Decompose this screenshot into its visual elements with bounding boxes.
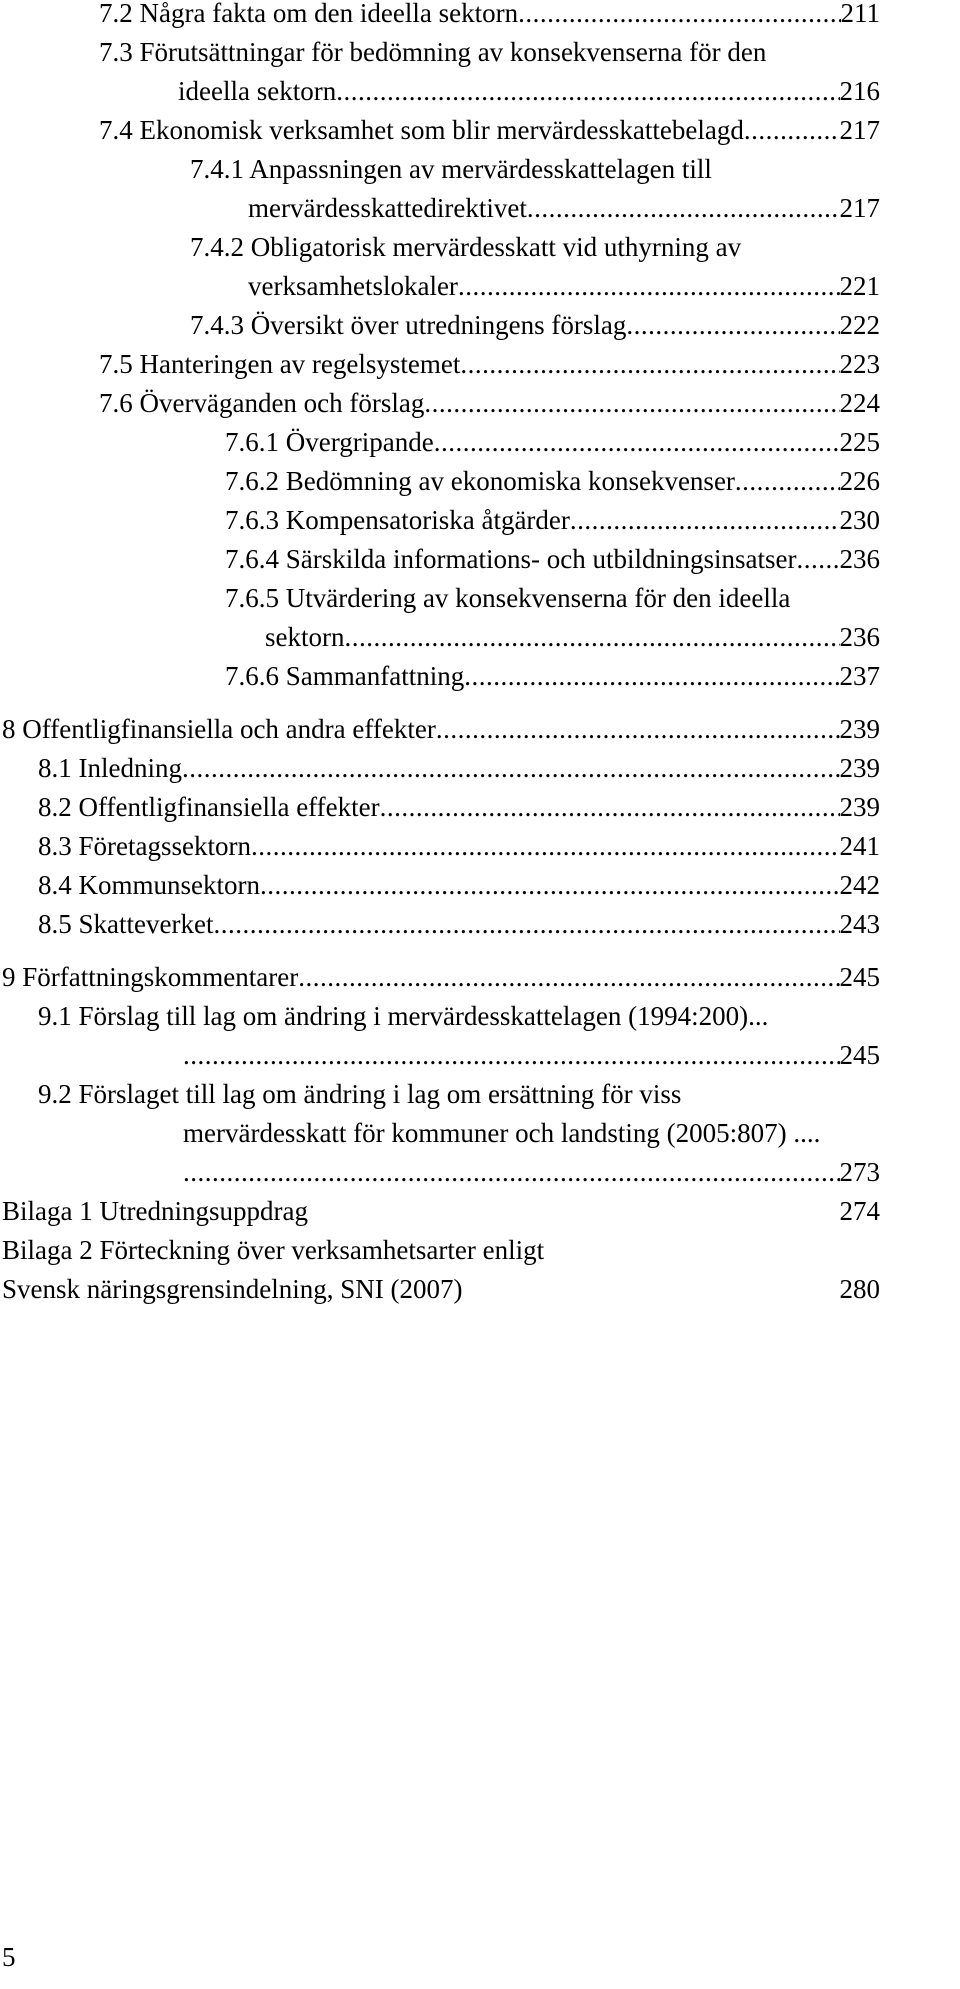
- toc-entry-label: 8.3 Företagssektorn: [38, 831, 251, 861]
- toc-entry: [0, 657, 960, 696]
- toc-leader-dots: [626, 306, 839, 345]
- toc-leader-dots: [183, 1153, 840, 1192]
- toc-entry: [0, 0, 960, 33]
- toc-leader-dots: [298, 958, 839, 997]
- toc-entry: [0, 1075, 960, 1192]
- toc-leader-dots: [796, 540, 839, 579]
- toc-entry: [0, 423, 960, 462]
- annex-entry: [0, 1231, 960, 1309]
- toc-entry-page: 211: [840, 0, 880, 28]
- toc-entry-line: [0, 618, 880, 657]
- toc-leader-dots: [464, 657, 839, 696]
- toc-entry-line: [0, 540, 880, 579]
- toc-leader-dots: [213, 905, 839, 944]
- toc-entry-page: 239: [839, 792, 880, 822]
- page-number: 5: [2, 1942, 16, 1972]
- toc-entry-label: 7.5 Hanteringen av regelsystemet: [99, 349, 461, 379]
- annex-entry-label: Bilaga 1 Utredningsuppdrag: [2, 1196, 308, 1226]
- toc-entry-label: 7.4.1 Anpassningen av mervärdesskattelagen till: [190, 154, 712, 184]
- toc-entry: [0, 228, 960, 306]
- toc-entry-label: 7.6.5 Utvärdering av konsekvenserna för den ideella: [225, 583, 791, 613]
- toc-entry-page: 245: [839, 962, 880, 992]
- toc-entry: [0, 905, 960, 944]
- toc-entry-page: 221: [839, 271, 880, 301]
- toc-entry-line: [0, 1114, 880, 1153]
- toc-leader-dots: [182, 749, 840, 788]
- annex-entry: [0, 1192, 960, 1231]
- toc-entry: [0, 997, 960, 1075]
- toc-entry-page: 236: [839, 622, 880, 652]
- toc-entry-page: 222: [839, 310, 880, 340]
- toc-entry-line: [0, 710, 880, 749]
- toc-entry-label: 7.4.2 Obligatorisk mervärdesskatt vid uthyrning av: [190, 232, 742, 262]
- toc-entry: [0, 749, 960, 788]
- toc-entry: [0, 579, 960, 657]
- toc-entry-line: [0, 384, 880, 423]
- toc-leader-dots: [380, 788, 840, 827]
- toc-entry: [0, 827, 960, 866]
- toc-entry-line: [0, 150, 880, 189]
- annex-entry-line: [0, 1270, 880, 1309]
- toc-entry-label: 7.3 Förutsättningar för bedömning av konsekvenserna för den: [99, 37, 767, 67]
- toc-entry-line: [0, 501, 880, 540]
- toc-entry-page: 230: [839, 505, 880, 535]
- toc-entry-line: [0, 267, 880, 306]
- toc-entry-line: [0, 905, 880, 944]
- toc-entry-page: 245: [839, 1040, 880, 1070]
- toc-entry-line: [0, 1036, 880, 1075]
- toc-entry-line: [0, 749, 880, 788]
- toc-entry-line: [0, 579, 880, 618]
- toc-entry-line: [0, 72, 880, 111]
- toc-leader-dots: [436, 710, 840, 749]
- toc-leader-dots: [570, 501, 840, 540]
- toc-entry-page: 241: [839, 831, 880, 861]
- toc-entry: [0, 150, 960, 228]
- toc-leader-dots: [518, 0, 840, 33]
- toc-leader-dots: [744, 111, 840, 150]
- toc-entry-label: mervärdesskattedirektivet: [248, 193, 527, 223]
- toc-entry-line: [0, 1075, 880, 1114]
- toc-entry-line: [0, 423, 880, 462]
- toc-entry-label: 7.6.2 Bedömning av ekonomiska konsekvenser: [225, 466, 735, 496]
- annex-entry-label: Bilaga 2 Förteckning över verksamhetsarter enligt: [2, 1235, 545, 1265]
- toc-entry-line: [0, 1153, 880, 1192]
- toc-entry-label: 9.2 Förslaget till lag om ändring i lag om ersättning för viss: [38, 1079, 682, 1109]
- toc-entry-label: mervärdesskatt för kommuner och landsting (2005:807) ....: [183, 1118, 821, 1148]
- toc-entry-label: 7.2 Några fakta om den ideella sektorn: [99, 0, 519, 28]
- toc-entry-page: 226: [839, 466, 880, 496]
- toc-entry: [0, 540, 960, 579]
- toc-entry-line: [0, 306, 880, 345]
- toc-entry-line: [0, 462, 880, 501]
- toc-entry-line: [0, 827, 880, 866]
- toc-entry-label: 9.1 Förslag till lag om ändring i mervärdesskattelagen (1994:200)...: [38, 1001, 769, 1031]
- toc-entry-line: [0, 0, 880, 33]
- toc-entry-line: [0, 189, 880, 228]
- toc-entry: [0, 788, 960, 827]
- toc-entry: [0, 462, 960, 501]
- toc-leader-dots: [434, 423, 840, 462]
- toc-entry-page: 217: [839, 115, 880, 145]
- toc-leader-dots: [460, 345, 839, 384]
- toc-entry-page: 225: [839, 427, 880, 457]
- toc-entry-label: 8.5 Skatteverket: [38, 909, 214, 939]
- toc-entry-label: 8.2 Offentligfinansiella effekter: [38, 792, 380, 822]
- toc-leader-dots: [424, 384, 839, 423]
- toc-entry: [0, 384, 960, 423]
- toc-entry: [0, 958, 960, 997]
- toc-leader-dots: [735, 462, 840, 501]
- toc-entry-label: 7.6 Överväganden och förslag: [99, 388, 425, 418]
- toc-entry-page: 239: [839, 753, 880, 783]
- annex-entry-page: 274: [839, 1196, 880, 1226]
- toc-entry: [0, 33, 960, 111]
- toc-entry-page: 273: [839, 1157, 880, 1187]
- toc-entry: [0, 710, 960, 749]
- toc-entry-page: 242: [839, 870, 880, 900]
- toc-entry-label: 7.4 Ekonomisk verksamhet som blir mervärdesskattebelagd: [99, 115, 744, 145]
- toc-entry-line: [0, 788, 880, 827]
- toc-entry-label: 7.6.4 Särskilda informations- och utbildningsinsatser: [225, 544, 797, 574]
- toc-entry-line: [0, 657, 880, 696]
- toc-entry: [0, 306, 960, 345]
- toc-leader-dots: [183, 1036, 840, 1075]
- toc-leader-dots: [336, 72, 839, 111]
- toc-entry-label: 7.6.1 Övergripande: [225, 427, 434, 457]
- toc-entry-page: 216: [839, 76, 880, 106]
- toc-leader-dots: [251, 827, 840, 866]
- toc-entry: [0, 345, 960, 384]
- toc-entry-label: 8.1 Inledning: [38, 753, 182, 783]
- toc-entry-label: 7.4.3 Översikt över utredningens förslag: [190, 310, 627, 340]
- annex-entry-label: Svensk näringsgrensindelning, SNI (2007): [2, 1274, 463, 1304]
- toc-entry-label: 8 Offentligfinansiella och andra effekter: [2, 714, 436, 744]
- toc-leader-dots: [344, 618, 839, 657]
- annex-entry-line: [0, 1192, 880, 1231]
- toc-entry-line: [0, 111, 880, 150]
- toc-entry-label: ideella sektorn: [178, 76, 337, 106]
- annex-entry-line: [0, 1231, 880, 1270]
- toc-entry-line: [0, 958, 880, 997]
- toc-leader-dots: [458, 267, 840, 306]
- toc-entry-line: [0, 33, 880, 72]
- toc-leader-dots: [260, 866, 840, 905]
- toc-entry-page: 224: [839, 388, 880, 418]
- toc-entry-label: verksamhetslokaler: [248, 271, 458, 301]
- toc-entry-label: 9 Författningskommentarer: [2, 962, 299, 992]
- section-gap: [0, 944, 960, 958]
- toc-entry-label: sektorn: [265, 622, 345, 652]
- toc-entry: [0, 111, 960, 150]
- toc-entry-page: 243: [839, 909, 880, 939]
- toc-entry-page: 239: [839, 714, 880, 744]
- toc-entry: [0, 866, 960, 905]
- toc-entry-label: 7.6.3 Kompensatoriska åtgärder: [225, 505, 570, 535]
- toc-entry-label: 7.6.6 Sammanfattning: [225, 661, 465, 691]
- toc-entry-line: [0, 228, 880, 267]
- toc-entry-label: 8.4 Kommunsektorn: [38, 870, 260, 900]
- section-gap: [0, 696, 960, 710]
- toc-entry-line: [0, 997, 880, 1036]
- toc-entry-line: [0, 866, 880, 905]
- annex-entry-page: 280: [839, 1274, 880, 1304]
- toc-entry: [0, 501, 960, 540]
- toc-leader-dots: [527, 189, 840, 228]
- toc-entry-page: 217: [839, 193, 880, 223]
- toc-entry-page: 223: [839, 349, 880, 379]
- toc-entry-page: 237: [839, 661, 880, 691]
- toc-entry-line: [0, 345, 880, 384]
- toc-entry-page: 236: [839, 544, 880, 574]
